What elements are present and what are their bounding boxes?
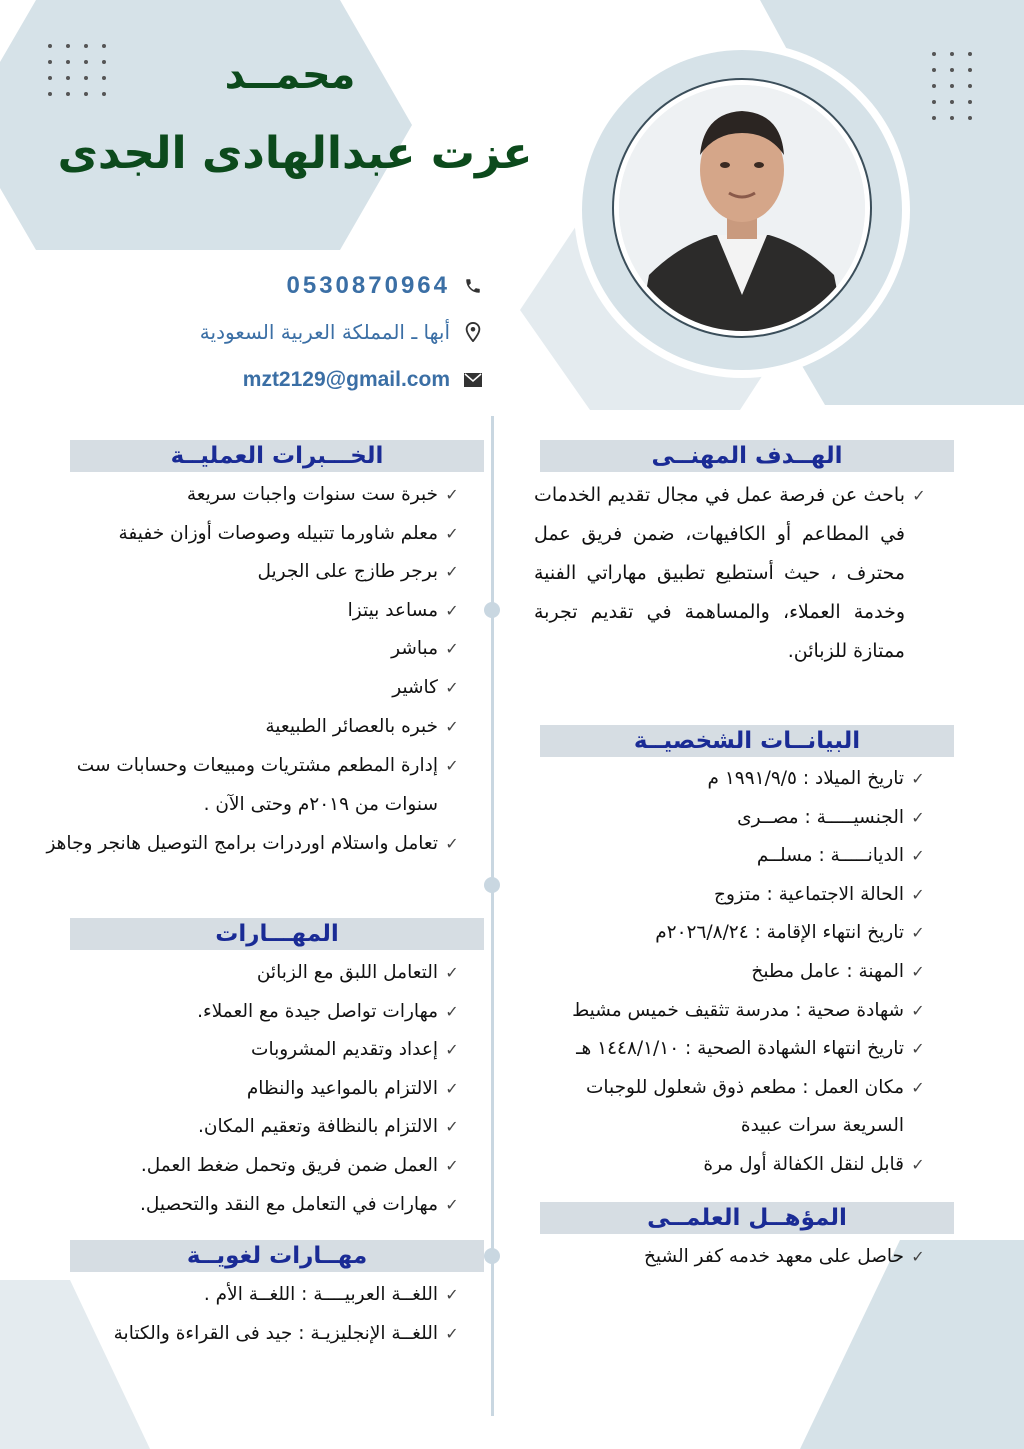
list-item: ✓ مهارات في التعامل مع النقد والتحصيل. [42,1186,462,1225]
check-icon: ✓ [445,834,459,854]
check-icon: ✓ [911,1000,925,1020]
list-item: ✓ شهادة صحية : مدرسة تثقيف خميس مشيط [498,992,928,1031]
first-name: محمــد [224,52,356,98]
list-item: ✓ تاريخ انتهاء الإقامة : ٢٠٢٦/٨/٢٤م [498,914,928,953]
check-icon: ✓ [445,677,459,697]
list-item: ✓ العمل ضمن فريق وتحمل ضغط العمل. [42,1147,462,1186]
phone-icon [462,277,484,295]
list-item: ✓ كاشير [42,669,462,708]
check-icon: ✓ [445,963,459,982]
list-item: ✓ مساعد بيتزا [42,592,462,631]
list-item: ✓ التعامل اللبق مع الزبائن [42,954,462,993]
list-item: ✓ معلم شاورما تتبيله وصوصات أوزان خفيفة [42,515,462,554]
full-name: عزت عبدالهادى الجدى [57,128,533,179]
list-item: ✓ مكان العمل : مطعم ذوق شعلول للوجبات السريعة سرات عبيدة [568,1069,928,1146]
contact-location [200,320,484,344]
skills-list [42,954,462,1224]
divider-node [484,602,500,618]
contact-email [243,368,484,392]
languages-title: مهــارات لغويــة [70,1240,484,1272]
check-icon: ✓ [911,846,925,866]
list-item: ✓ مباشر [42,630,462,669]
check-icon: ✓ [911,769,925,788]
check-icon: ✓ [911,884,925,904]
check-icon: ✓ [445,1323,459,1343]
dots-top-left [48,44,106,96]
languages-list [42,1276,462,1353]
skills-title: المهـــارات [70,918,484,950]
list-item: ✓ خبرة ست سنوات واجبات سريعة [42,476,462,515]
list-item: ✓ تعامل واستلام اوردرات برامج التوصيل هانجر وجاهز [42,824,462,863]
envelope-icon [462,373,484,387]
check-icon: ✓ [445,562,459,582]
list-item: ✓ تاريخ الميلاد : ١٩٩١/٩/٥ م [498,760,928,799]
list-item: ✓ إدارة المطعم مشتريات ومبيعات وحسابات ست سنوات من ٢٠١٩م وحتى الآن . [42,746,462,824]
location-pin-icon [462,322,484,342]
check-icon: ✓ [445,485,459,504]
check-icon: ✓ [445,1040,459,1060]
list-item: ✓ خبره بالعصائر الطبيعية [42,708,462,747]
divider-node [484,1248,500,1264]
check-icon: ✓ [912,486,926,505]
objective-body: باحث عن فرصة عمل في مجال تقديم الخدمات في المطاعم أو الكافيهات، ضمن فريق عمل محترف ، حيث أستطيع تطبيق مهاراتي الفنية وخدمة العملاء، والمساهمة في تقديم تجربة ممتازة للزبائن. [534,484,905,662]
location-text: أبها ـ المملكة العربية السعودية [199,320,450,344]
list-item: ✓ الجنسيـــــة : مصــرى [498,799,928,838]
check-icon: ✓ [911,807,925,827]
list-item: ✓ تاريخ انتهاء الشهادة الصحية : ١٤٤٨/١/١٠ هـ [498,1030,928,1069]
check-icon: ✓ [445,716,459,736]
contact-phone [287,272,484,300]
list-item: ✓ الالتزام بالمواعيد والنظام [42,1070,462,1109]
list-item: ✓ اللغــة الإنجليزيـة : جيد فى القراءة والكتابة [42,1315,462,1354]
education-list [528,1238,928,1277]
experience-title: الخـــبرات العمليــة [70,440,484,472]
check-icon: ✓ [445,1155,459,1175]
profile-photo [614,80,870,336]
check-icon: ✓ [445,1001,459,1021]
education-title: المؤهــل العلمــى [540,1202,954,1234]
check-icon: ✓ [445,600,459,620]
dots-top-right [932,52,972,120]
personal-list [498,760,928,1185]
check-icon: ✓ [911,1039,925,1059]
check-icon: ✓ [911,961,925,981]
phone-number[interactable]: 0530870964 [286,272,450,299]
objective-title: الهــدف المهنــى [540,440,954,472]
list-item: ✓ الالتزام بالنظافة وتعقيم المكان. [42,1108,462,1147]
experience-list [42,476,462,863]
personal-title: البيانــات الشخصيــة [540,725,954,757]
list-item: ✓ إعداد وتقديم المشروبات [42,1031,462,1070]
list-item: ✓ الديانـــــة : مسلــم [498,837,928,876]
list-item: ✓ مهارات تواصل جيدة مع العملاء. [42,993,462,1032]
check-icon: ✓ [445,756,459,776]
check-icon: ✓ [445,1117,459,1137]
objective-text [534,476,929,671]
person-avatar-icon [619,85,865,331]
list-item: ✓ اللغــة العربيــــة : اللغــة الأم . [42,1276,462,1315]
check-icon: ✓ [445,523,459,543]
check-icon: ✓ [911,923,925,943]
check-icon: ✓ [911,1247,925,1266]
list-item: ✓ المهنة : عامل مطبخ [498,953,928,992]
list-item: ✓ حاصل على معهد خدمه كفر الشيخ [528,1238,928,1277]
check-icon: ✓ [911,1154,925,1174]
check-icon: ✓ [445,639,459,659]
list-item: ✓ الحالة الاجتماعية : متزوج [498,876,928,915]
list-item: ✓ قابل لنقل الكفالة أول مرة [498,1146,928,1185]
check-icon: ✓ [445,1285,459,1304]
list-item: ✓ برجر طازج على الجريل [42,553,462,592]
check-icon: ✓ [445,1194,459,1214]
check-icon: ✓ [445,1078,459,1098]
center-divider [491,416,494,1416]
hexagon-top-left [0,0,412,250]
email-address[interactable]: mzt2129@gmail.com [242,368,450,391]
check-icon: ✓ [911,1077,925,1097]
